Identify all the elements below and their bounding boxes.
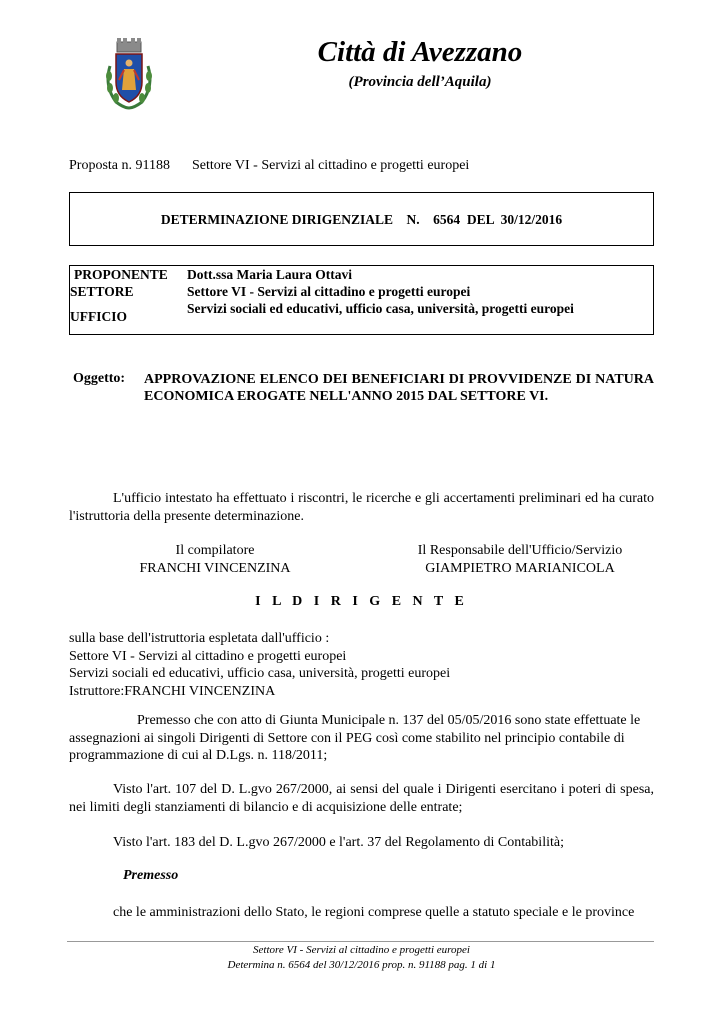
oggetto-text: APPROVAZIONE ELENCO DEI BENEFICIARI DI PROVVIDENZE DI NATURA ECONOMICA EROGATE NELL'ANNO 2015 DAL SETTORE VI. <box>144 372 654 404</box>
proponente-value: Dott.ssa Maria Laura Ottavi <box>187 267 352 282</box>
proponente-label: PROPONENTE <box>74 267 168 282</box>
settore-label: SETTORE <box>70 284 134 299</box>
city-title: Città di Avezzano <box>317 36 523 68</box>
info-box <box>69 265 654 335</box>
compilatore-name: FRANCHI VINCENZINA <box>139 560 291 576</box>
istruttoria-block <box>69 630 654 700</box>
responsabile-label: Il Responsabile dell'Ufficio/Servizio <box>417 543 623 558</box>
visto-183-paragraph: Visto l'art. 183 del D. L.gvo 267/2000 e l'art. 37 del Regolamento di Contabilità; <box>113 835 564 850</box>
intro-paragraph: L'ufficio intestato ha effettuato i riscontri, le ricerche e gli accertamenti preliminari ed ha curato l'istruttoria della presente determinazione. <box>69 491 654 524</box>
istruttoria-sector: Settore VI - Servizi al cittadino e progetti europei <box>69 648 347 664</box>
footer-sector: Settore VI - Servizi al cittadino e progetti europei <box>253 944 470 956</box>
proposal-number: Proposta n. 91188 <box>69 158 170 173</box>
visto-107-paragraph: Visto l'art. 107 del D. L.gvo 267/2000, ai sensi del quale i Dirigenti esercitano i poteri di spesa, nei limiti degli stanziamenti di bilancio e di acquisizione delle entrate; <box>69 782 654 815</box>
footer-divider <box>67 941 654 942</box>
ufficio-label: UFFICIO <box>70 309 127 324</box>
oggetto-label: Oggetto: <box>73 371 126 386</box>
responsabile-name: GIAMPIETRO MARIANICOLA <box>425 560 615 576</box>
determination-box <box>69 192 654 246</box>
city-crest <box>100 36 158 112</box>
responsabile-block <box>380 542 660 577</box>
settore-value: Settore VI - Servizi al cittadino e progetti europei <box>187 284 471 299</box>
proposal-line <box>69 158 469 174</box>
istruttoria-line: sulla base dell'istruttoria espletata dall'ufficio : <box>69 631 330 646</box>
footer-determina: Determina n. 6564 del 30/12/2016 prop. n. 91188 pag. 1 di 1 <box>227 959 496 971</box>
premesso-giunta-paragraph: Premesso che con atto di Giunta Municipale n. 137 del 05/05/2016 sono state effettuate le assegnazioni ai singoli Dirigenti di Settore con il PEG così come stabilito nel principio contabile di programmazione di cui al D.Lgs. n. 118/2011; <box>69 713 641 763</box>
proposal-sector: Settore VI - Servizi al cittadino e progetti europei <box>191 158 470 173</box>
istruttoria-office: Servizi sociali ed educativi, ufficio casa, università, progetti europei <box>69 666 451 681</box>
premesso-heading: Premesso <box>123 868 179 883</box>
ufficio-value: Servizi sociali ed educativi, ufficio casa, università, progetti europei <box>187 301 574 316</box>
compilatore-block <box>100 542 330 577</box>
province-subtitle: (Provincia dell’Aquila) <box>348 74 492 90</box>
istruttore-name: Istruttore:FRANCHI VINCENZINA <box>69 683 276 699</box>
dirigente-heading: I L D I R I G E N T E <box>255 594 468 609</box>
determination-title: DETERMINAZIONE DIRIGENZIALE N. 6564 DEL 30/12/2016 <box>160 212 563 227</box>
che-paragraph: che le amministrazioni dello Stato, le regioni comprese quelle a statuto speciale e le province <box>113 905 635 920</box>
compilatore-label: Il compilatore <box>175 543 255 558</box>
